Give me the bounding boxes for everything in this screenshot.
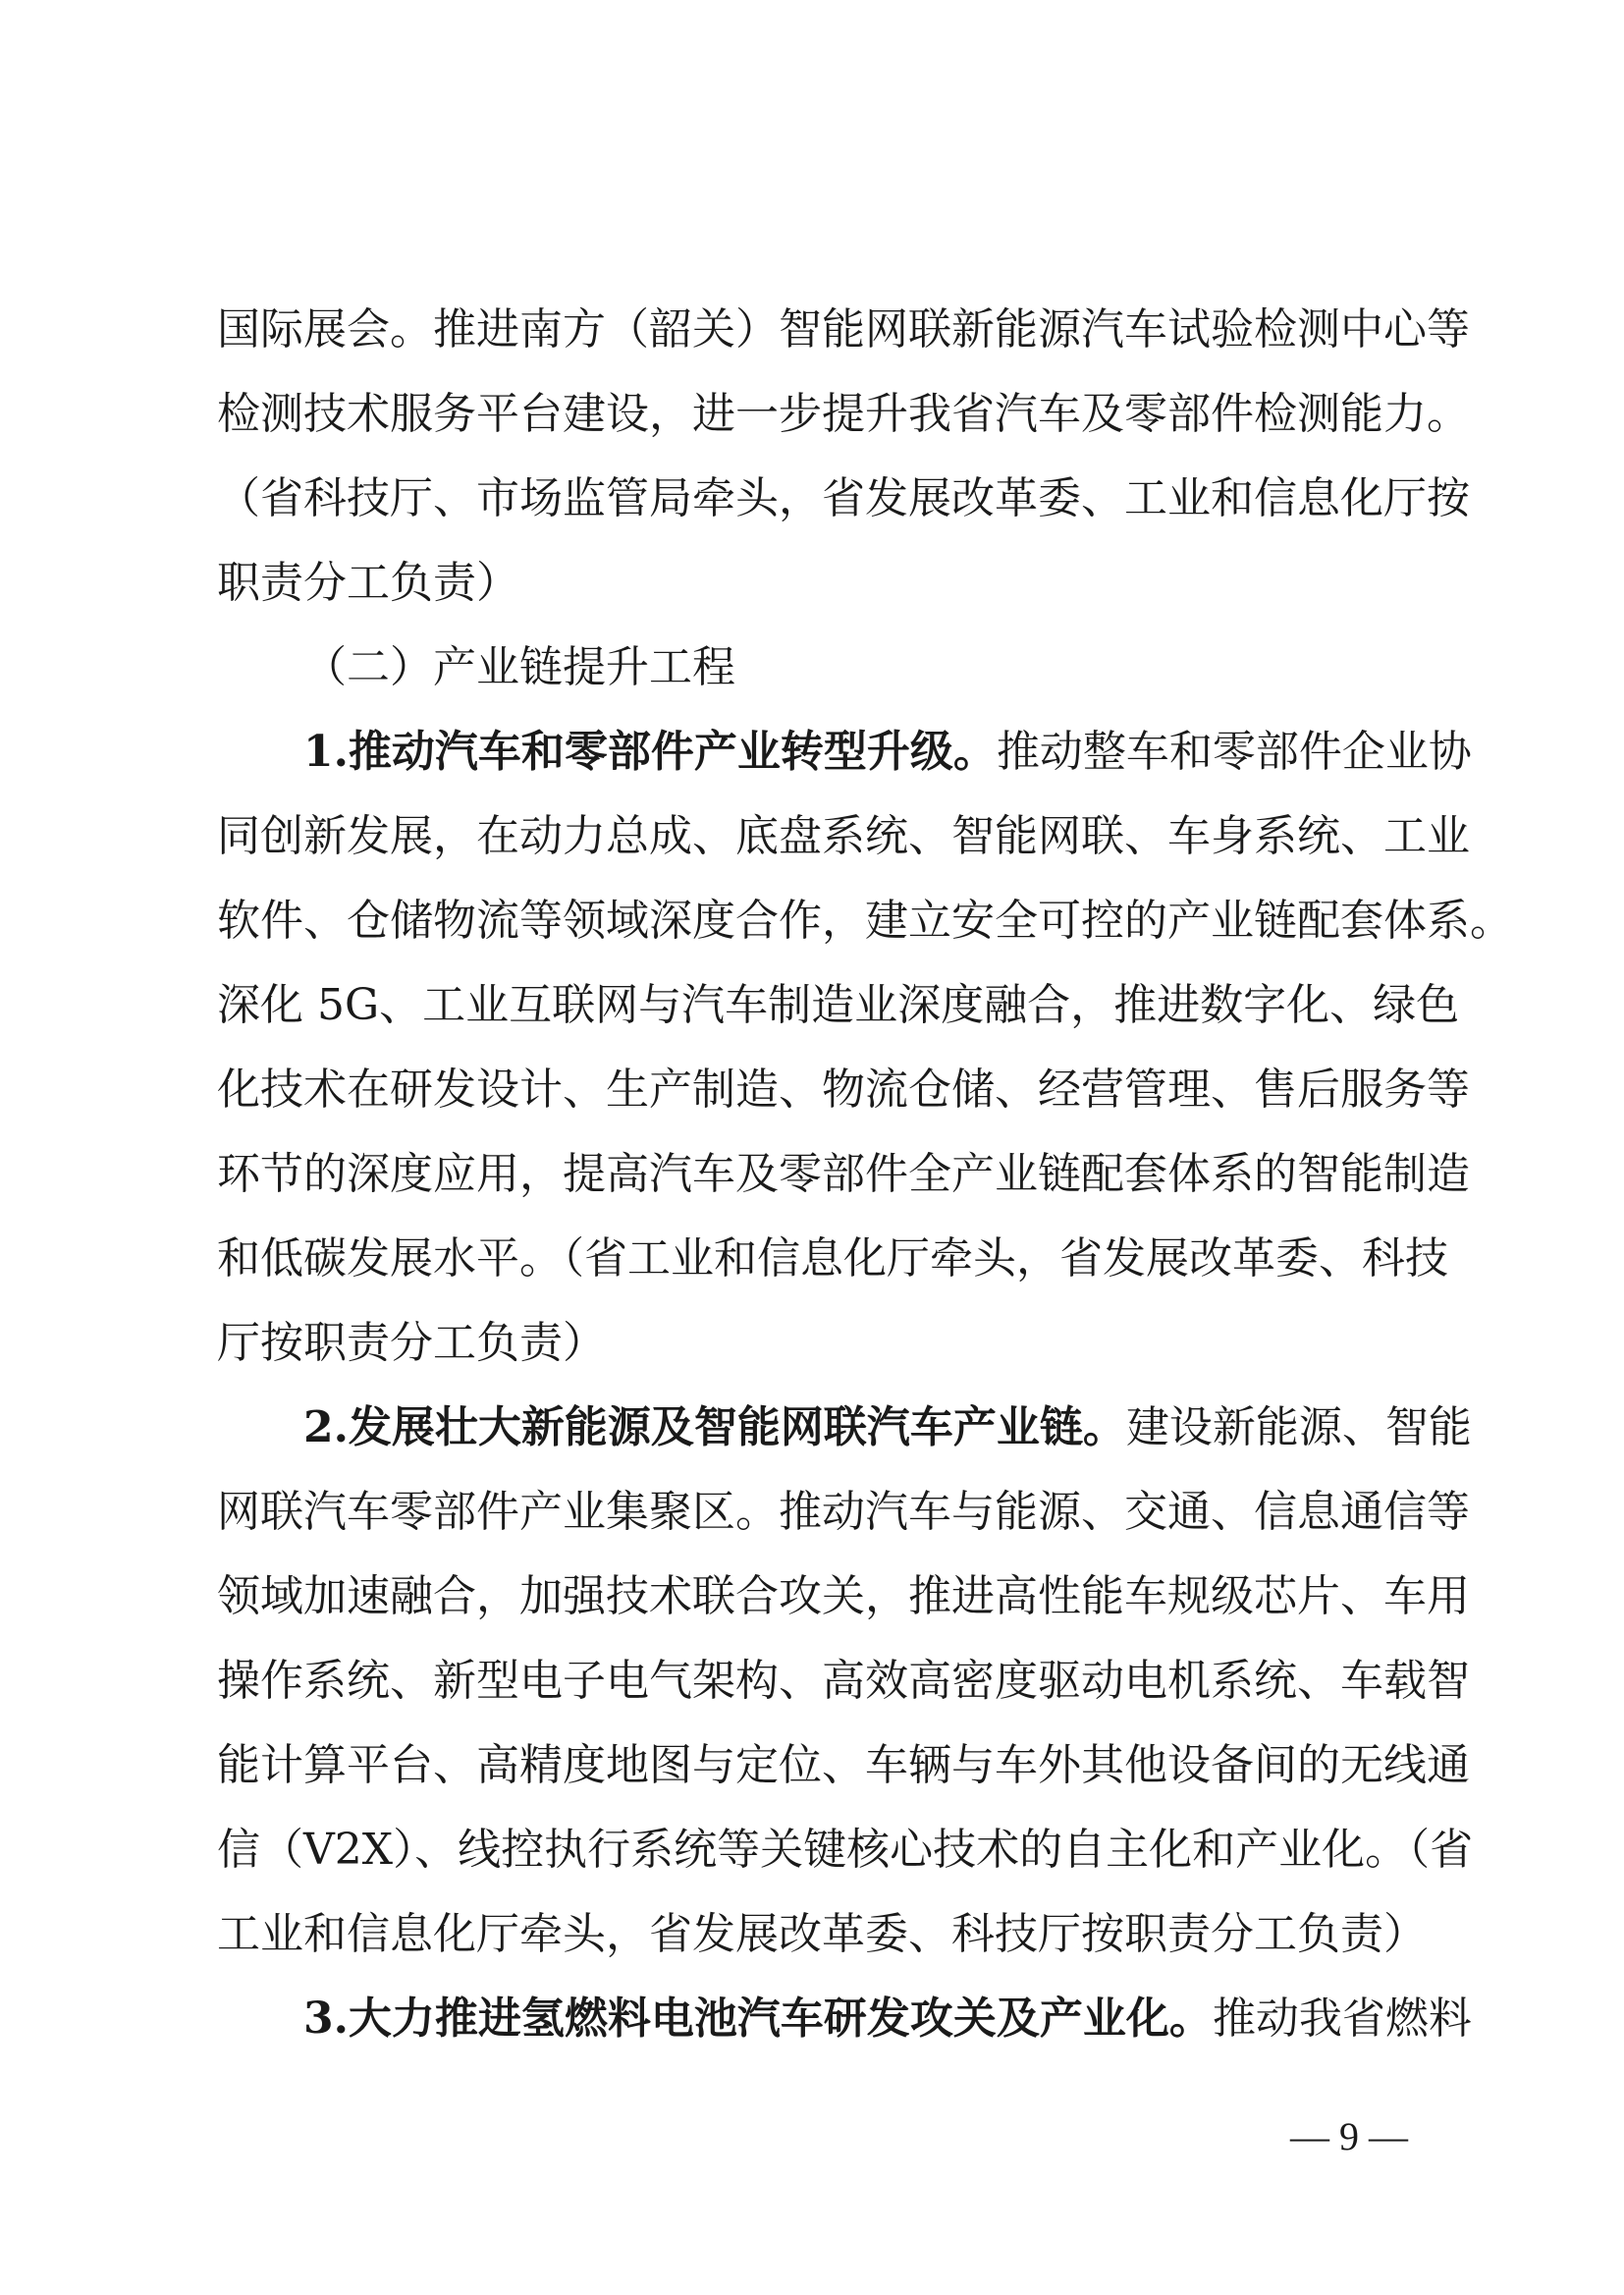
- paragraph-line: [217, 1808, 1474, 1892]
- item-heading: 2.发展壮大新能源及智能网联汽车产业链。: [303, 1402, 1126, 1452]
- paragraph-line: [303, 710, 1472, 794]
- paragraph-line: [217, 1217, 1448, 1301]
- paragraph-line: [217, 794, 1470, 879]
- line-text: 领域加速融合，加强技术联合攻关，推进高性能车规级芯片、车用: [217, 1571, 1470, 1621]
- line-text: 环节的深度应用，提高汽车及零部件全产业链配套体系的智能制造: [217, 1149, 1470, 1199]
- paragraph-line: [217, 372, 1470, 457]
- line-text: 软件、仓储物流等领域深度合作，建立安全可控的产业链配套体系。: [217, 896, 1513, 946]
- item-heading: 3.大力推进氢燃料电池汽车研发攻关及产业化。: [303, 1994, 1213, 2044]
- paragraph-line: [217, 1301, 1409, 1386]
- paragraph-line: [217, 963, 1460, 1048]
- page-number: — 9 —: [1290, 2114, 1408, 2158]
- section-heading: [303, 626, 1409, 710]
- paragraph-line: [217, 1892, 1427, 1977]
- paragraph-line: [217, 1470, 1470, 1555]
- paragraph-line: [217, 1555, 1470, 1639]
- line-text: 能计算平台、高精度地图与定位、车辆与车外其他设备间的无线通: [217, 1740, 1470, 1790]
- paragraph-line: [217, 879, 1513, 963]
- paragraph-line: [217, 1132, 1470, 1217]
- line-text: 建设新能源、智能: [1125, 1402, 1472, 1452]
- line-text: 操作系统、新型电子电气架构、高效高密度驱动电机系统、车载智: [217, 1656, 1470, 1706]
- line-text: 深化 5G、工业互联网与汽车制造业深度融合，推进数字化、绿色: [217, 980, 1460, 1030]
- line-text: 推动我省燃料: [1212, 1994, 1472, 2044]
- paragraph-line: [303, 1977, 1472, 2061]
- paragraph-line: [217, 288, 1470, 372]
- line-text: 职责分工负责）: [217, 558, 519, 608]
- section-heading-text: （二）产业链提升工程: [303, 642, 735, 692]
- line-text: 信（V2X）、线控执行系统等关键核心技术的自主化和产业化。（省: [217, 1825, 1474, 1875]
- line-text: 工业和信息化厅牵头，省发展改革委、科技厅按职责分工负责）: [217, 1909, 1427, 1959]
- line-text: 检测技术服务平台建设，进一步提升我省汽车及零部件检测能力。: [217, 389, 1470, 439]
- paragraph-line: [217, 1048, 1470, 1132]
- paragraph-line: [217, 1639, 1470, 1723]
- item-heading: 1.推动汽车和零部件产业转型升级。: [303, 727, 997, 777]
- paragraph-line: [303, 1386, 1472, 1470]
- line-text: 网联汽车零部件产业集聚区。推动汽车与能源、交通、信息通信等: [217, 1487, 1470, 1537]
- line-text: 国际展会。推进南方（韶关）智能网联新能源汽车试验检测中心等: [217, 304, 1470, 355]
- line-text: 同创新发展，在动力总成、底盘系统、智能网联、车身系统、工业: [217, 811, 1470, 861]
- paragraph-line: [217, 1723, 1470, 1808]
- line-text: 厅按职责分工负责）: [217, 1318, 606, 1368]
- line-text: 和低碳发展水平。（省工业和信息化厅牵头，省发展改革委、科技: [217, 1233, 1448, 1284]
- paragraph-line: [217, 541, 1409, 626]
- line-text: 推动整车和零部件企业协: [996, 727, 1472, 777]
- line-text: （省科技厅、市场监管局牵头，省发展改革委、工业和信息化厅按: [217, 473, 1470, 523]
- line-text: 化技术在研发设计、生产制造、物流仓储、经营管理、售后服务等: [217, 1065, 1470, 1115]
- paragraph-line: [217, 457, 1470, 541]
